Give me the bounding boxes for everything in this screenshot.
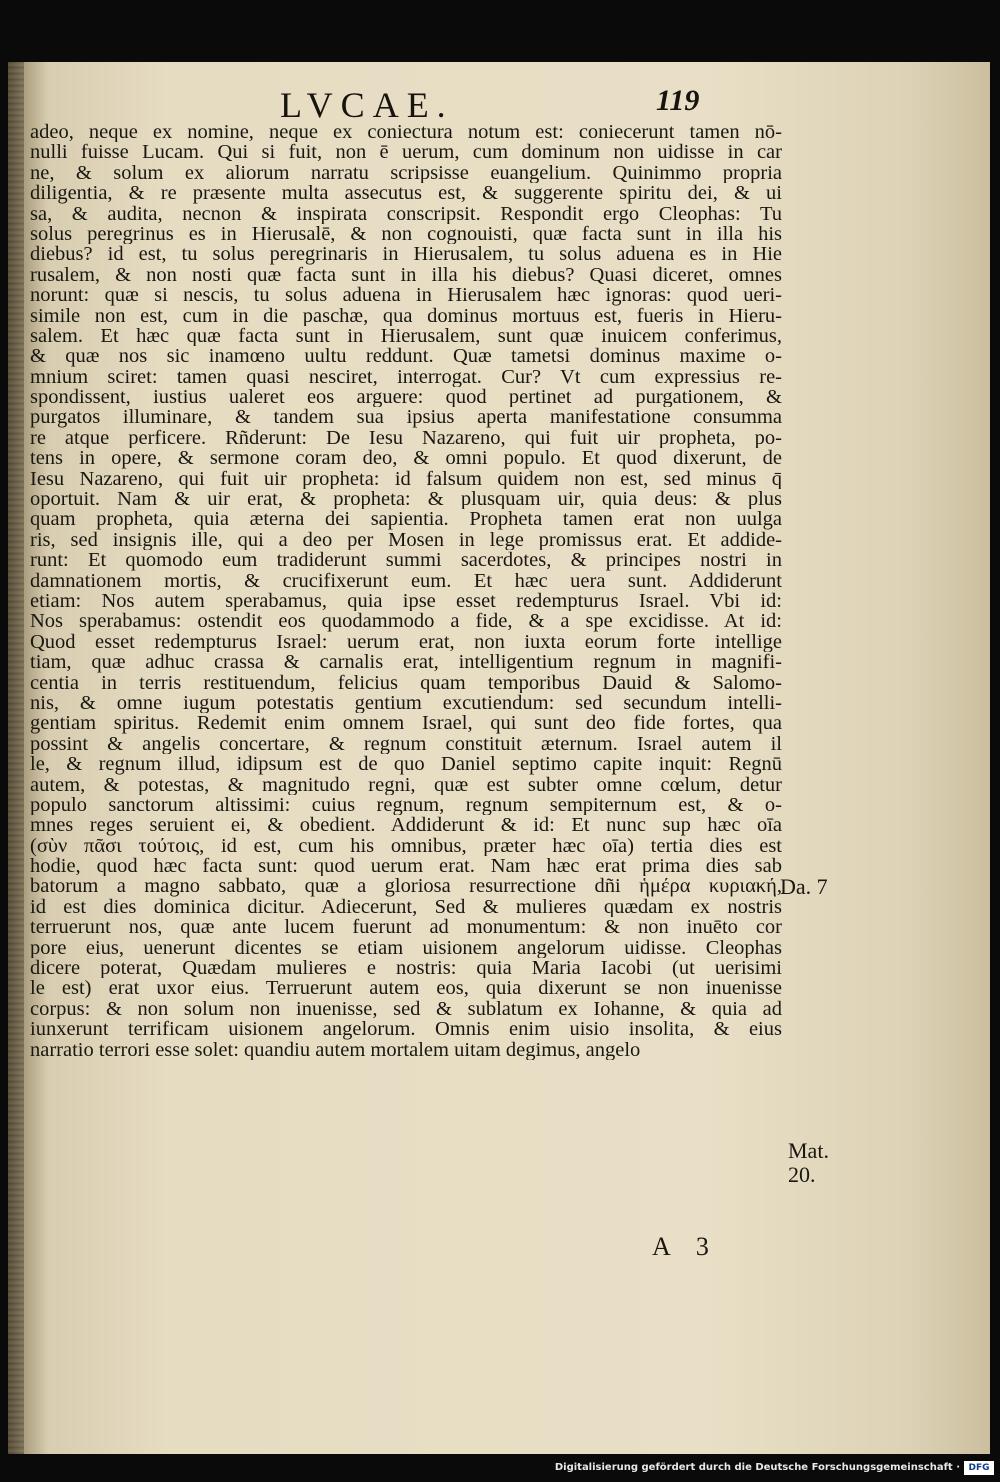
text-line: salem. Et hæc quæ facta sunt in Hierusalem, sunt quæ inuicem conferimus,	[30, 325, 782, 347]
text-line: nis, & omne iugum potestatis gentium excutiendum: sed secundum intelli-	[30, 692, 782, 714]
text-line: tiam, quæ adhuc crassa & carnalis erat, intelligentium regnum in magnifi-	[30, 652, 782, 673]
text-line: diebus? id est, tu solus peregrinaris in Hierusalem, tu solus aduena es in Hie	[30, 244, 782, 265]
running-title: LVCAE.	[280, 85, 454, 125]
text-line: Quod esset redempturus Israel: uerum erat, non iuxta eorum forte intellige	[30, 631, 782, 653]
text-line: le est) erat uxor eius. Terruerunt autem eos, quia dixerunt se non inuenisse	[30, 978, 782, 999]
text-line: & quæ nos sic inamœno uultu reddunt. Quæ tametsi dominus maxime o-	[30, 346, 782, 367]
text-line: nulli fuisse Lucam. Qui si fuit, non ē uerum, cum dominum non uidisse in car	[30, 142, 782, 163]
text-line: etiam: Nos autem sperabamus, quia ipse esset redempturus Israel. Vbi id:	[30, 590, 782, 612]
text-line: ne, & solum ex aliorum narratu scripsisse euangelium. Quinimmo propria	[30, 162, 782, 184]
page-gutter-edge	[8, 62, 24, 1454]
signature-mark: A 3	[652, 1232, 719, 1261]
text-line: adeo, neque ex nomine, neque ex coniectura notum est: coniecerunt tamen nō-	[30, 122, 782, 143]
text-line: (σὺν πᾶσι τούτοις, id est, cum his omnibus, præter hæc oīa) tertia dies est	[30, 835, 782, 857]
text-line: oportuit. Nam & uir erat, & propheta: & plusquam uir, quia deus: & plus	[30, 489, 782, 510]
text-line: norunt: quæ si nescis, tu solus aduena in Hierusalem hæc ignoras: quod ueri-	[30, 285, 782, 306]
page-header	[8, 78, 990, 125]
funding-credit: Digitalisierung gefördert durch die Deutsche Forschungsgemeinschaft ·	[554, 1462, 960, 1473]
text-line: Iesu Nazareno, qui fuit uir propheta: id falsum quidem non est, sed minus q̄	[30, 468, 782, 490]
text-line: dicere poterat, Quædam mulieres e nostris: quia Maria Iacobi (ut uerisimi	[30, 958, 782, 979]
text-line: corpus: & non solum non inuenisse, sed & sublatum ex Iohanne, & quia ad	[30, 998, 782, 1020]
text-line: iunxerunt terrificam uisionem angelorum. Omnis enim uisio insolita, & eius	[30, 1019, 782, 1040]
text-line: re atque perficere. Rñderunt: De Iesu Nazareno, qui fuit uir propheta, po-	[30, 427, 782, 449]
text-line: simile non est, cum in die paschæ, qua dominus mortuus est, fueris in Hieru-	[30, 305, 782, 326]
text-line: terruerunt nos, quæ ante lucem fuerunt ad monumentum: & non inuēto cor	[30, 917, 782, 938]
page-number: 119	[656, 84, 700, 117]
marginal-note-daniel: Da. 7	[780, 874, 828, 899]
text-line: damnationem mortis, & crucifixerunt eum. Et hæc uera sunt. Addiderunt	[30, 570, 782, 591]
text-line: sa, & audita, necnon & inspirata conscripsit. Respondit ergo Cleophas: Tu	[30, 203, 782, 224]
text-line: mnes reges seruient ei, & obedient. Addiderunt & id: Et nunc sup hæc oīa	[30, 815, 782, 836]
dfg-logo-icon: DFG	[964, 1461, 994, 1475]
text-line: diligentia, & re præsente multa assecutus est, & suggerente spiritu dei, & ui	[30, 183, 782, 204]
text-line: pore eius, uenerunt dicentes se etiam uisionem angelorum uidisse. Cleophas	[30, 937, 782, 959]
text-line: centia in terris restituendum, felicius quam temporibus Dauid & Salomo-	[30, 672, 782, 693]
text-line: Nos sperabamus: ostendit eos quodammodo a fide, & a spe excidisse. At id:	[30, 611, 782, 632]
book-page	[8, 62, 990, 1454]
text-line: purgatos illuminare, & tandem sua ipsius aperta manifestatione consumma	[30, 407, 782, 428]
text-line: ris, sed insignis ille, qui a deo per Mosen in lege promissus erat. Et addide-	[30, 529, 782, 551]
text-line: tens in opere, & sermone coram deo, & omni populo. Et quod dixerunt, de	[30, 448, 782, 469]
marginal-note-matthew-chapter: 20.	[788, 1162, 816, 1187]
text-line: mnium sciret: tamen quasi nesciret, interrogat. Cur? Vt cum expressius re-	[30, 366, 782, 388]
text-line: batorum a magno sabbato, quæ a gloriosa resurrectione dñi ἡμέρα κυριακή,	[30, 876, 782, 897]
text-line: id est dies dominica dicitur. Adiecerunt, Sed & mulieres quædam ex nostris	[30, 896, 782, 918]
text-line: spondissent, iustius ualeret eos arguere: quod pertinet ad purgationem, &	[30, 387, 782, 408]
text-line: hodie, quod hæc facta sunt: quod uerum erat. Nam hæc erat prima dies sab	[30, 856, 782, 877]
text-line: rusalem, & non nosti quæ facta sunt in illa his diebus? Quasi diceret, omnes	[30, 264, 782, 286]
footer-bar	[0, 1454, 1000, 1482]
text-line: possint & angelis concertare, & regnum constituit æternum. Israel autem il	[30, 733, 782, 755]
text-line: narratio terrori esse solet: quandiu autem mortalem uitam degimus, angelo	[30, 1039, 641, 1060]
body-text	[30, 122, 782, 1060]
text-line: quam propheta, quia æterna dei sapientia. Propheta tamen erat non uulga	[30, 509, 782, 530]
marginal-note-matthew: Mat.	[788, 1138, 829, 1163]
text-line: gentiam spiritus. Redemit enim omnem Israel, qui sunt deo fide fortes, qua	[30, 713, 782, 734]
text-line: autem, & potestas, & magnitudo regni, quæ est subter omne cœlum, detur	[30, 774, 782, 795]
text-line: runt: Et quomodo eum tradiderunt summi sacerdotes, & principes nostri in	[30, 550, 782, 571]
text-line: le, & regnum illud, idipsum est de quo Daniel septimo capite inquit: Regnū	[30, 754, 782, 775]
text-line: solus peregrinus es in Hierusalē, & non cognouisti, quæ facta sunt in illa his	[30, 223, 782, 245]
text-line: populo sanctorum altissimi: cuius regnum, regnum sempiternum est, & o-	[30, 794, 782, 816]
